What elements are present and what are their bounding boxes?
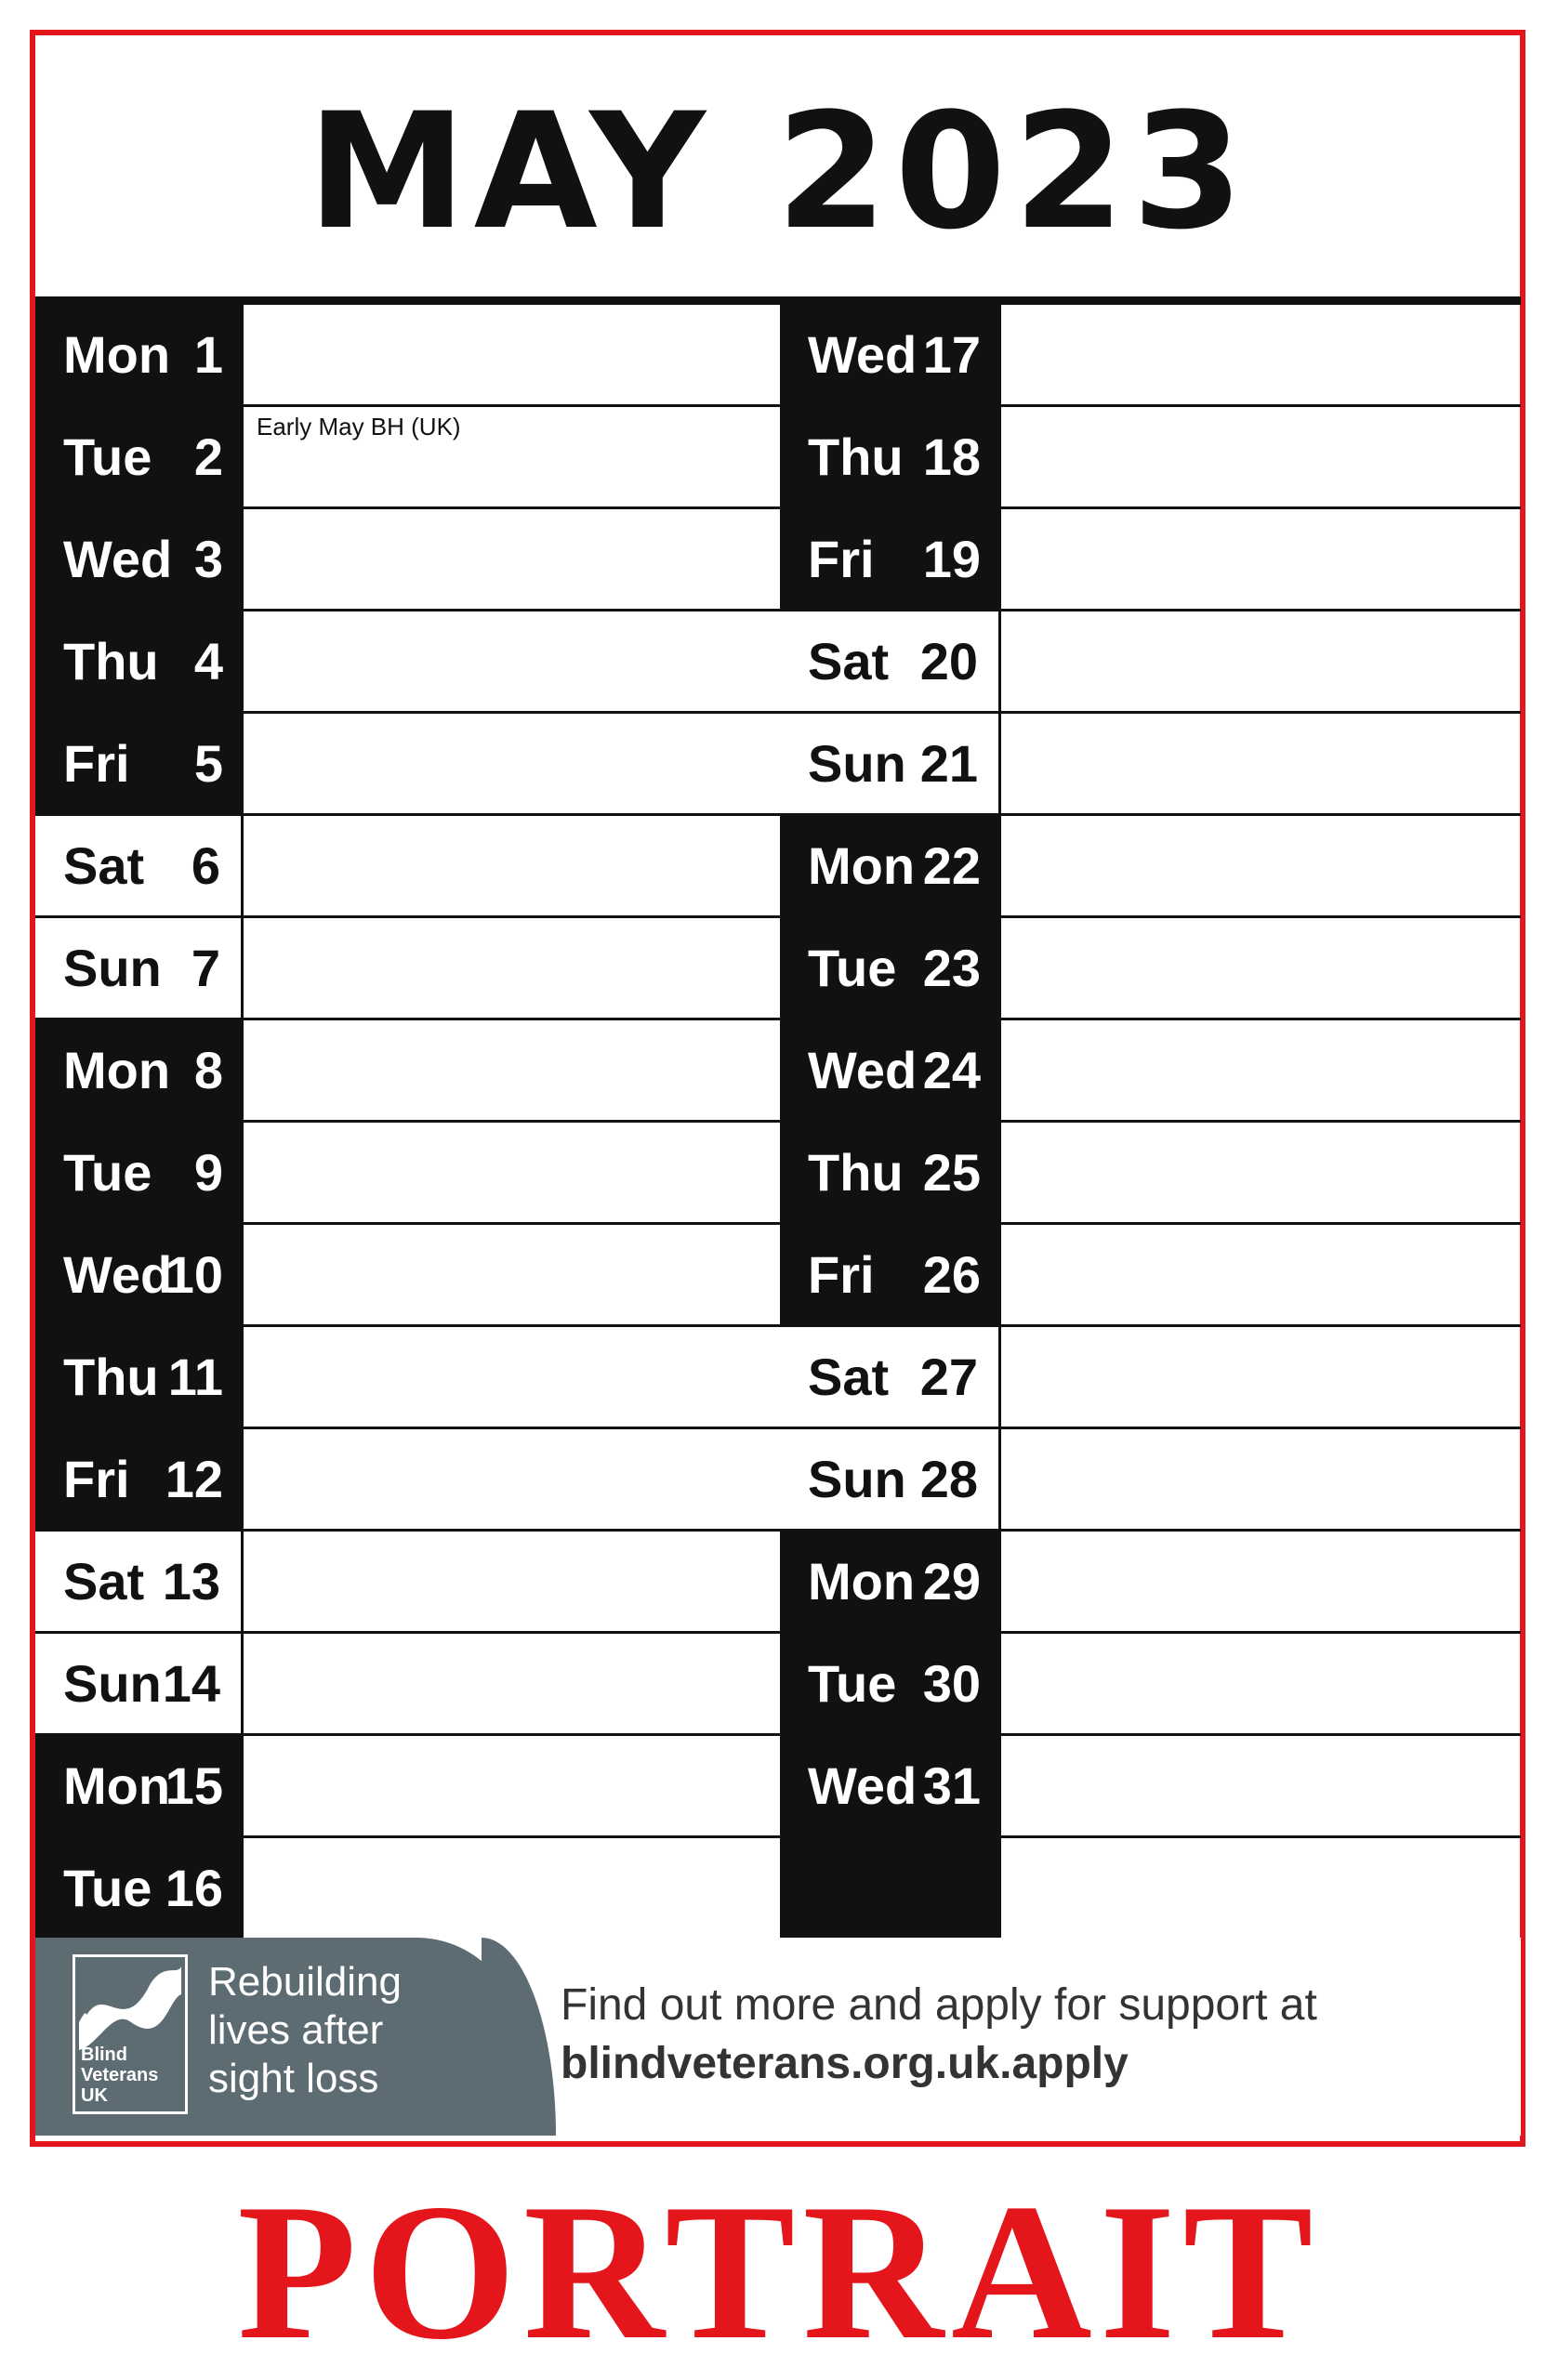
- day-name: Wed: [808, 1756, 918, 1815]
- day-number: 8: [193, 1041, 223, 1099]
- day-number: 29: [922, 1552, 981, 1611]
- day-label: [780, 816, 1001, 915]
- blind-veterans-logo: [73, 1954, 188, 2114]
- day-row: [35, 1634, 780, 1736]
- day-row: [780, 816, 1521, 918]
- day-number: 6: [191, 836, 220, 895]
- logo-text: [81, 2045, 158, 2106]
- day-label: [35, 305, 244, 404]
- day-label: [780, 1327, 1001, 1427]
- day-label: [780, 1838, 1001, 1938]
- day-row: [35, 918, 780, 1020]
- logo-line-2: Veterans: [81, 2065, 159, 2085]
- day-row: [780, 1225, 1521, 1327]
- day-number: 19: [922, 530, 981, 588]
- day-label: [780, 1532, 1001, 1631]
- day-row: [35, 305, 780, 407]
- day-label: [35, 816, 244, 915]
- day-number: 2: [193, 427, 223, 486]
- day-note: Early May BH (UK): [257, 413, 461, 440]
- day-number: 4: [193, 632, 223, 690]
- day-name: Wed: [808, 325, 918, 384]
- day-row: [35, 407, 780, 509]
- day-name: Tue: [63, 1143, 152, 1202]
- day-row: [780, 1123, 1521, 1225]
- day-number: 21: [919, 734, 978, 793]
- day-row: [780, 918, 1521, 1020]
- day-row: [780, 1838, 1521, 1940]
- day-grid: [35, 305, 1521, 1938]
- day-label: [780, 1634, 1001, 1733]
- day-name: Sun: [808, 1450, 906, 1508]
- day-row: [780, 1020, 1521, 1123]
- day-name: Fri: [63, 734, 130, 793]
- calendar-title: MAY 2023: [307, 78, 1251, 265]
- day-row: [780, 1532, 1521, 1634]
- day-name: Tue: [63, 1859, 152, 1917]
- day-name: Sun: [63, 1654, 162, 1713]
- day-number: 17: [922, 325, 981, 384]
- day-row: [780, 305, 1521, 407]
- day-name: Sun: [63, 939, 162, 997]
- day-row: [35, 1225, 780, 1327]
- day-number: 9: [193, 1143, 223, 1202]
- day-row: [780, 407, 1521, 509]
- day-number: 13: [162, 1552, 220, 1611]
- day-row: [780, 611, 1521, 714]
- day-number: 1: [193, 325, 223, 384]
- day-number: 31: [922, 1756, 981, 1815]
- day-number: 14: [162, 1654, 220, 1713]
- day-number: 25: [922, 1143, 981, 1202]
- day-number: 20: [919, 632, 978, 690]
- day-row: [35, 1020, 780, 1123]
- day-name: Fri: [808, 530, 875, 588]
- day-row: [35, 611, 780, 714]
- day-name: Fri: [808, 1245, 875, 1304]
- footer-banner: [35, 1938, 1521, 2136]
- day-number: 7: [191, 939, 220, 997]
- day-row: [35, 1429, 780, 1532]
- day-name: Thu: [808, 1143, 904, 1202]
- day-label: [780, 714, 1001, 813]
- day-number: 23: [922, 939, 981, 997]
- tagline: [208, 1958, 402, 2103]
- day-label: [35, 1838, 244, 1938]
- day-name: Tue: [808, 939, 897, 997]
- logo-line-1: Blind: [81, 2045, 127, 2065]
- day-name: Mon: [63, 1041, 171, 1099]
- day-label: [780, 305, 1001, 404]
- day-row: [35, 509, 780, 611]
- day-label: [35, 1225, 244, 1324]
- day-label: [780, 407, 1001, 506]
- day-name: Sat: [63, 1552, 145, 1611]
- day-row: [780, 1429, 1521, 1532]
- day-label: [780, 1225, 1001, 1324]
- day-label: [780, 1020, 1001, 1120]
- day-name: Sun: [808, 734, 906, 793]
- tagline-line-2: lives after: [208, 2007, 384, 2053]
- day-label: [35, 1020, 244, 1120]
- day-row: [35, 1123, 780, 1225]
- logo-line-3: UK: [81, 2085, 108, 2106]
- day-number: 3: [193, 530, 223, 588]
- day-number: 10: [165, 1245, 223, 1304]
- day-name: Thu: [63, 632, 159, 690]
- day-label: [35, 1532, 244, 1631]
- day-label: [35, 714, 244, 813]
- day-name: Mon: [808, 1552, 916, 1611]
- day-label: [780, 918, 1001, 1018]
- day-name: Wed: [63, 530, 173, 588]
- day-number: 26: [922, 1245, 981, 1304]
- day-name: Sat: [808, 1348, 890, 1406]
- day-number: 18: [922, 427, 981, 486]
- day-name: Tue: [808, 1654, 897, 1713]
- day-number: 5: [193, 734, 223, 793]
- day-label: [780, 1429, 1001, 1529]
- brand-badge: [35, 1938, 519, 2136]
- day-name: Sat: [808, 632, 890, 690]
- day-name: Thu: [808, 427, 904, 486]
- day-row: [35, 1736, 780, 1838]
- day-label: [35, 509, 244, 609]
- day-number: 11: [167, 1348, 223, 1406]
- day-row: [35, 1838, 780, 1940]
- day-label: [780, 1736, 1001, 1835]
- day-number: 27: [919, 1348, 978, 1406]
- day-number: 16: [165, 1859, 223, 1917]
- day-label: [35, 1327, 244, 1427]
- day-name: Mon: [63, 1756, 171, 1815]
- day-row: [780, 1327, 1521, 1429]
- day-label: [780, 509, 1001, 609]
- tagline-line-1: Rebuilding: [208, 1959, 402, 2005]
- tagline-line-3: sight loss: [208, 2056, 379, 2101]
- day-number: 30: [922, 1654, 981, 1713]
- day-label: [35, 1429, 244, 1529]
- day-label: [35, 918, 244, 1018]
- day-label: [35, 611, 244, 711]
- day-label: [35, 1634, 244, 1733]
- day-number: 12: [165, 1450, 223, 1508]
- day-number: 28: [919, 1450, 978, 1508]
- day-name: Mon: [808, 836, 916, 895]
- day-name: Wed: [63, 1245, 173, 1304]
- support-url[interactable]: blindveterans.org.uk.apply: [561, 2039, 1129, 2088]
- day-name: Wed: [808, 1041, 918, 1099]
- title-divider: [35, 296, 1521, 305]
- day-row: [780, 509, 1521, 611]
- day-row: [35, 1532, 780, 1634]
- day-row: [35, 1327, 780, 1429]
- day-label: [780, 611, 1001, 711]
- day-row: [35, 816, 780, 918]
- day-row: [780, 1634, 1521, 1736]
- day-label: [35, 1736, 244, 1835]
- day-name: Thu: [63, 1348, 159, 1406]
- day-row: [780, 714, 1521, 816]
- day-label: [780, 1123, 1001, 1222]
- day-row: [780, 1736, 1521, 1838]
- day-label: [35, 1123, 244, 1222]
- support-text: Find out more and apply for support at: [561, 1980, 1317, 2030]
- day-row: [35, 714, 780, 816]
- day-label: [35, 407, 244, 506]
- day-name: Sat: [63, 836, 145, 895]
- day-number: 15: [165, 1756, 223, 1815]
- day-number: 24: [922, 1041, 981, 1099]
- orientation-label: PORTRAIT: [237, 2164, 1321, 2380]
- day-name: Tue: [63, 427, 152, 486]
- day-number: 22: [922, 836, 981, 895]
- day-name: Mon: [63, 325, 171, 384]
- day-name: Fri: [63, 1450, 130, 1508]
